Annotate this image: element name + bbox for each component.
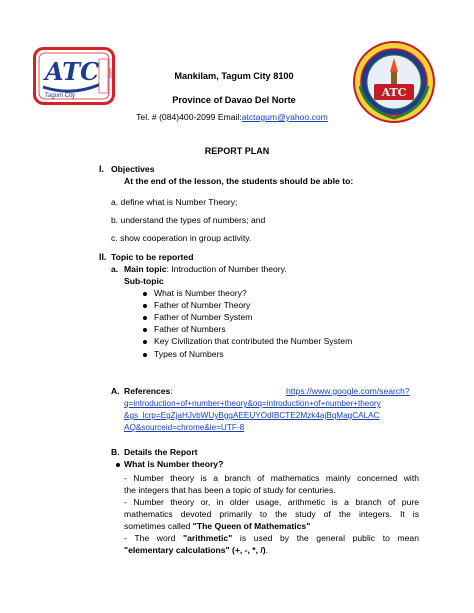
p3-mid: is used by the general public to mean	[232, 533, 419, 543]
paragraph-line	[124, 533, 419, 545]
details-marker: B.	[111, 447, 120, 457]
objective-item-b: b. understand the types of numbers; and	[111, 215, 266, 225]
paragraph-line: mathematics devoted primarily to the study of the integers. It is	[124, 509, 419, 519]
logo-left-subtitle: Tagum City	[45, 93, 76, 99]
header-city: Mankilam, Tagum City 8100	[174, 71, 294, 81]
details-bullet	[116, 463, 120, 467]
header-tel: Tel. # (084)400-2099 Email:	[136, 112, 242, 122]
header-email-link[interactable]: atctagum@yahoo.com	[241, 112, 328, 122]
elementary-calculations: "elementary calculations" (+, -, *, /)	[124, 545, 266, 555]
section2-numeral: II.	[99, 252, 107, 262]
subtopic-item: What is Number theory?	[154, 288, 247, 298]
subtopic-bullet	[143, 340, 147, 344]
paragraph-line: - Number theory or, in older usage, arithmetic is a branch of pure	[124, 497, 419, 507]
section1-intro: At the end of the lesson, the students should be able to:	[124, 176, 354, 186]
references-colon: :	[170, 386, 173, 396]
subtopic-item: Types of Numbers	[154, 349, 224, 359]
arithmetic-term: "arithmetic"	[183, 533, 233, 543]
reference-url-line[interactable]: &gs_lcrp=EgZjaHJvbWUyBggAEEUYOdIBCTE2Mzk4ajBqMagCALAC	[124, 411, 380, 420]
p3-end: .	[265, 545, 269, 555]
reference-url-line[interactable]: https://www.google.com/search?	[286, 386, 410, 396]
reference-url-line[interactable]: q=introduction+of+number+theory&oq=introduction+of+number+theory	[124, 399, 381, 408]
subtopic-label: Sub-topic	[124, 276, 164, 286]
header-contact	[0, 112, 469, 122]
subtopic-item: Father of Numbers	[154, 324, 226, 334]
subtopic-item: Father of Number Theory	[154, 300, 251, 310]
reference-url-line[interactable]: AQ&sourceid=chrome&ie=UTF-8	[124, 423, 245, 432]
queen-of-mathematics: "The Queen of Mathematics"	[192, 521, 311, 531]
p3-prefix: - The word	[124, 533, 184, 543]
subtopic-bullet	[143, 328, 147, 332]
section2-heading: Topic to be reported	[111, 252, 194, 262]
references-label-line	[124, 386, 173, 397]
main-topic-line	[124, 264, 287, 275]
section1-heading: Objectives	[111, 164, 155, 174]
paragraph-line	[124, 521, 310, 532]
main-topic-label: Main topic	[124, 264, 167, 274]
main-topic-marker: a.	[111, 264, 119, 274]
logo-right-letters: ATC	[381, 86, 407, 99]
subtopic-bullet	[143, 316, 147, 320]
subtopic-item: Key Civilization that contributed the Number System	[154, 336, 353, 346]
logo-left-letters: ATC	[45, 57, 100, 86]
details-question: What is Number theory?	[124, 459, 224, 469]
subtopic-item: Father of Number System	[154, 312, 253, 322]
objective-item-a: a. define what is Number Theory;	[111, 197, 238, 207]
header-province: Province of Davao Del Norte	[172, 95, 296, 105]
subtopic-bullet	[143, 304, 147, 308]
subtopic-bullet	[143, 353, 147, 357]
page-title: REPORT PLAN	[204, 146, 270, 156]
details-label: Details the Report	[124, 447, 198, 457]
paragraph-line: the integers that has been a topic of study for centuries.	[124, 485, 336, 495]
paragraph-line: - Number theory is a branch of mathematics mainly concerned with	[124, 473, 419, 483]
references-marker: A.	[111, 386, 120, 396]
references-label: References	[124, 386, 171, 396]
logo-left-year: 1995	[108, 67, 114, 79]
main-topic-value: : Introduction of Number theory.	[166, 264, 287, 274]
objective-item-c: c. show cooperation in group activity.	[111, 233, 252, 243]
paragraph-line	[124, 545, 268, 556]
section1-numeral: I.	[99, 164, 104, 174]
subtopic-bullet	[143, 292, 147, 296]
p2-last-prefix: sometimes called	[124, 521, 193, 531]
